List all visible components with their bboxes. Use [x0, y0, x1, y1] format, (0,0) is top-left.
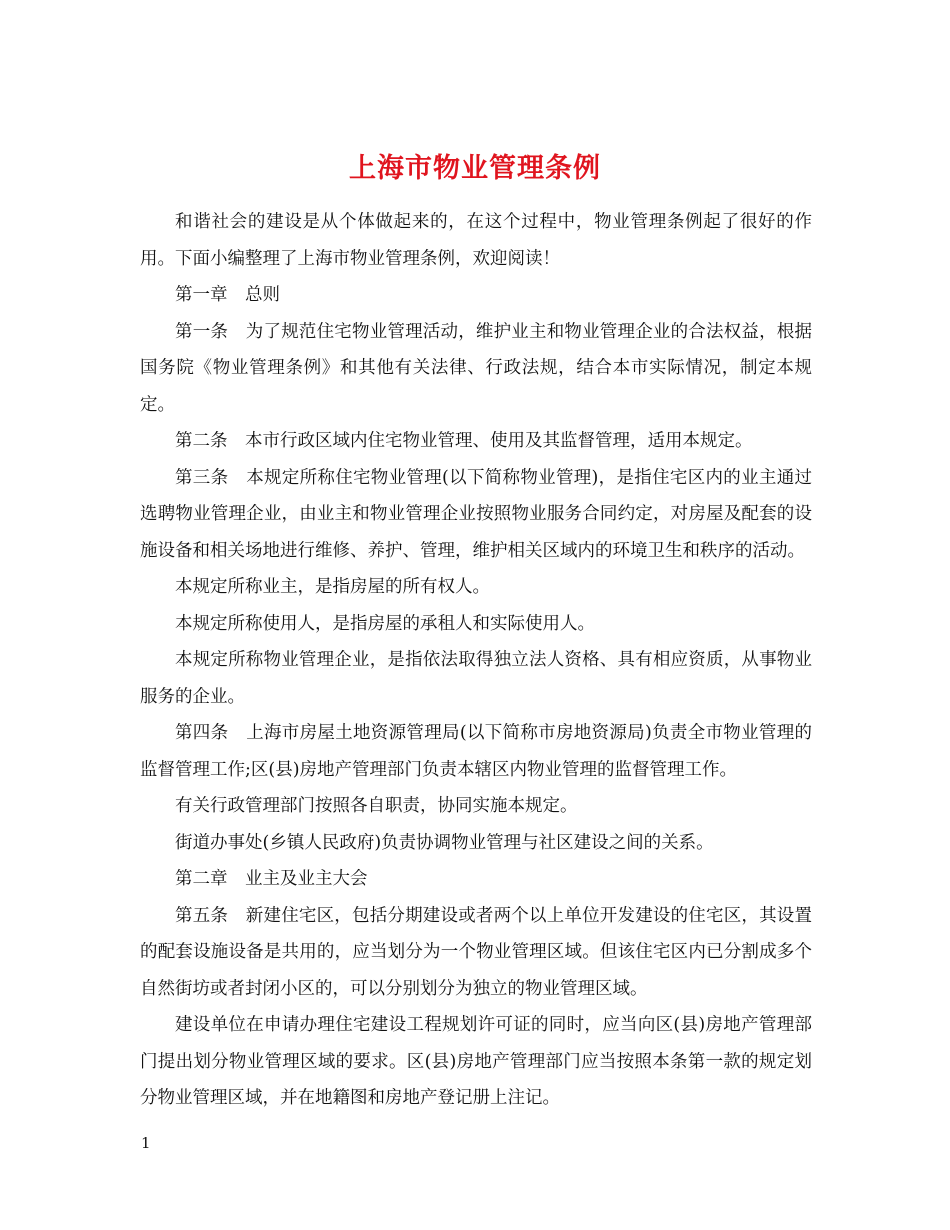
- document-title: 上海市物业管理条例: [349, 153, 601, 185]
- definition-enterprise: 本规定所称物业管理企业，是指依法取得独立法人资格、具有相应资质，从事物业服务的企业。: [140, 650, 812, 707]
- article-1: 第一条 为了规范住宅物业管理活动，维护业主和物业管理企业的合法权益，根据国务院《物业管理条例》和其他有关法律、行政法规，结合本市实际情况，制定本规定。: [140, 321, 812, 415]
- article-4-paragraph-3: 街道办事处(乡镇人民政府)负责协调物业管理与社区建设之间的关系。: [175, 832, 714, 853]
- chapter-heading-2: 第二章 业主及业主大会: [175, 869, 368, 889]
- chapter-heading-1: 第一章 总则: [175, 285, 280, 305]
- article-5-paragraph-2: 建设单位在申请办理住宅建设工程规划许可证的同时，应当向区(县)房地产管理部门提出划分物业管理区域的要求。区(县)房地产管理部门应当按照本条第一款的规定划分物业管理区域，并在地籍图和房地产登记册上注记。: [140, 1015, 812, 1108]
- paragraph-intro: 和谐社会的建设是从个体做起来的，在这个过程中，物业管理条例起了很好的作用。下面小编整理了上海市物业管理条例，欢迎阅读！: [140, 212, 812, 269]
- article-4: 第四条 上海市房屋土地资源管理局(以下简称市房地资源局)负责全市物业管理的监督管理工作;区(县)房地产管理部门负责本辖区内物业管理的监督管理工作。: [140, 723, 812, 780]
- page-number: 1: [141, 1134, 151, 1152]
- article-5: 第五条 新建住宅区，包括分期建设或者两个以上单位开发建设的住宅区，其设置的配套设施设备是共用的，应当划分为一个物业管理区域。但该住宅区内已分割成多个自然街坊或者封闭小区的，可以分别划分为独立的物业管理区域。: [140, 905, 812, 999]
- article-3: 第三条 本规定所称住宅物业管理(以下简称物业管理)，是指住宅区内的业主通过选聘物业管理企业，由业主和物业管理企业按照物业服务合同约定，对房屋及配套的设施设备和相关场地进行维修、养护、管理，维护相关区域内的环境卫生和秩序的活动。: [140, 467, 812, 561]
- article-4-paragraph-2: 有关行政管理部门按照各自职责，协同实施本规定。: [175, 796, 578, 816]
- definition-user: 本规定所称使用人，是指房屋的承租人和实际使用人。: [175, 613, 595, 634]
- definition-owner: 本规定所称业主，是指房屋的所有权人。: [175, 577, 490, 597]
- article-2: 第二条 本市行政区域内住宅物业管理、使用及其监督管理，适用本规定。: [175, 431, 753, 451]
- document-body: [140, 204, 812, 1117]
